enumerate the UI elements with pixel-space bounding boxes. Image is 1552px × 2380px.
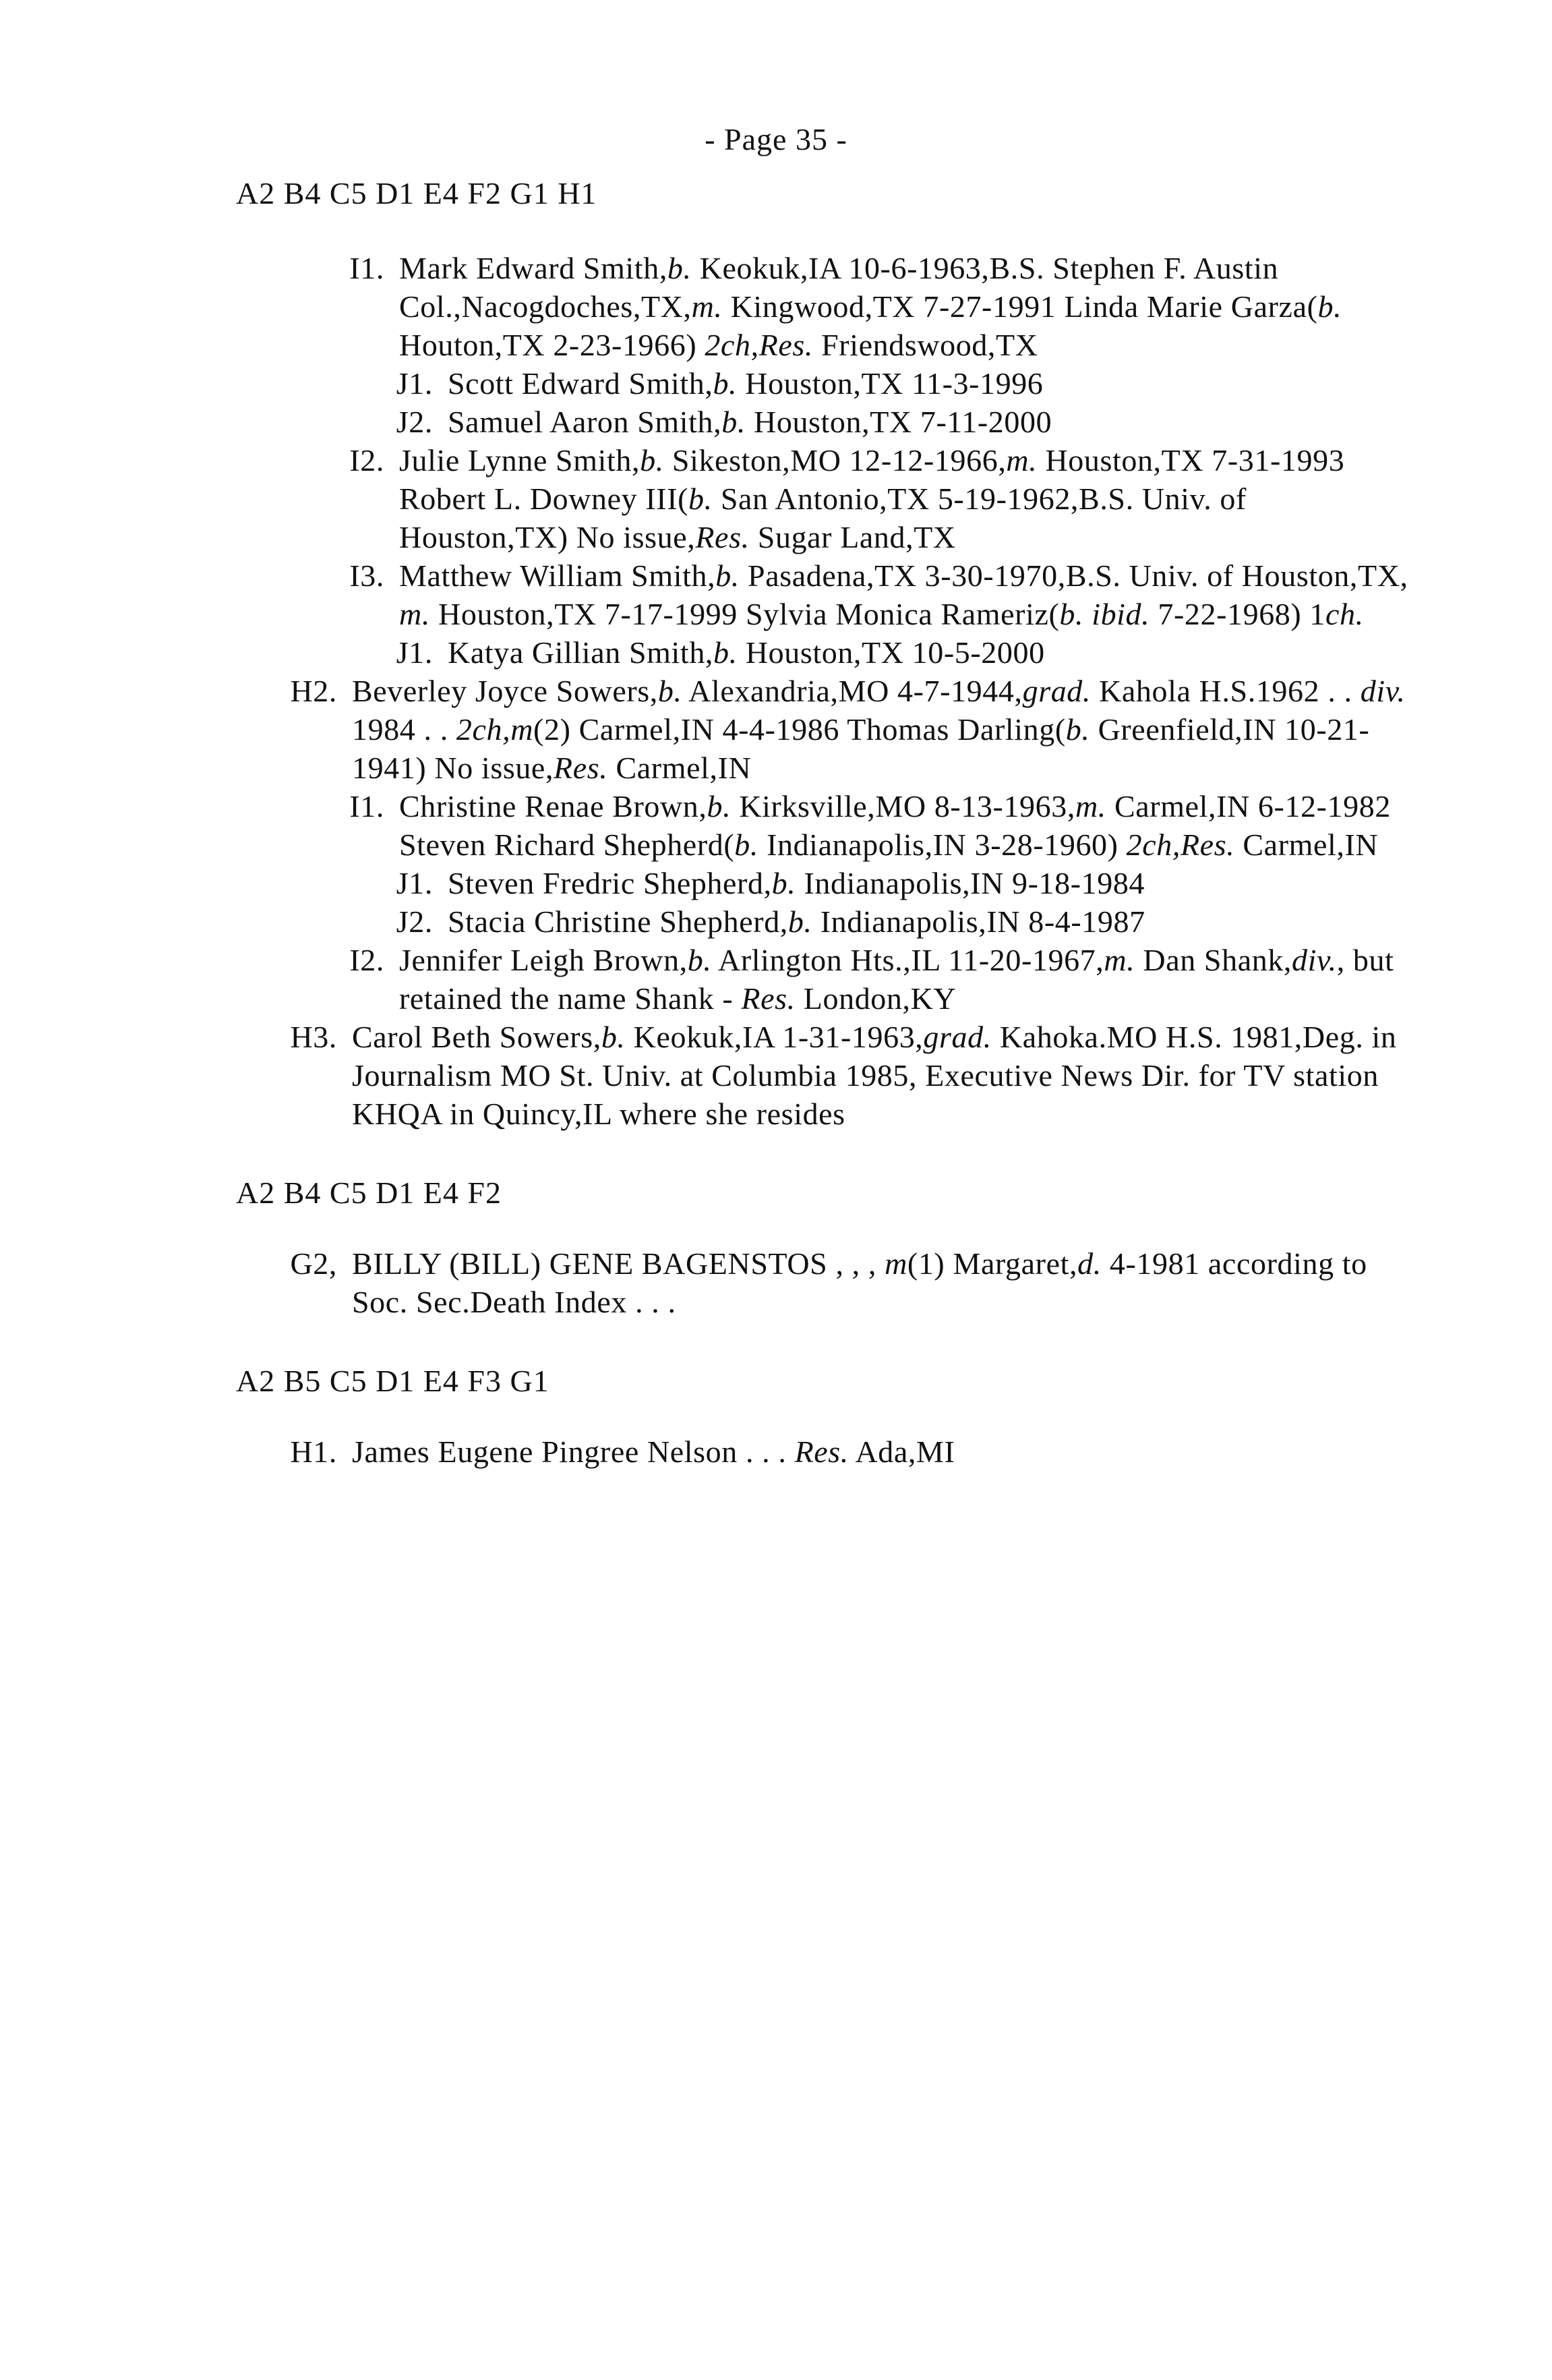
entry-text-segment: Katya Gillian Smith,: [448, 635, 714, 670]
entry-text-segment: Arlington Hts.,IL 11-20-1967,: [711, 943, 1104, 977]
entry-text-segment: Friendswood,TX: [813, 328, 1038, 362]
lineage-heading: A2 B5 C5 D1 E4 F3 G1: [236, 1364, 549, 1398]
italic-abbreviation: b.: [687, 943, 712, 977]
entry-text-segment: Kahoka.MO H.S. 1981,Deg. in Journalism MO St. Univ. at Columbia 1985, Executive News Dir. for TV station KHQA in Quincy,IL where she resides: [352, 1020, 1397, 1131]
italic-abbreviation: grad.: [1022, 674, 1091, 708]
entry-text-segment: Mark Edward Smith,: [399, 251, 667, 285]
entry-text-segment: Houston,TX 7-11-2000: [745, 405, 1052, 439]
italic-abbreviation: Res.: [794, 1434, 849, 1469]
entry-text-segment: Houton,TX 2-23-1966): [399, 328, 705, 362]
italic-abbreviation: m.: [1075, 789, 1106, 823]
page-number: - Page 35 -: [705, 122, 847, 156]
genealogy-entry: [283, 941, 1423, 1018]
italic-abbreviation: m.: [1006, 443, 1038, 477]
italic-abbreviation: Res.: [554, 751, 608, 785]
italic-abbreviation: m: [885, 1246, 907, 1281]
entry-text: [352, 672, 1423, 787]
entry-text-segment: Houston,TX 11-3-1996: [737, 366, 1044, 401]
entry-text: [352, 1432, 1423, 1471]
entry-text-segment: Carmel,IN 6-12-1982 Steven Richard Shepherd(: [399, 789, 1391, 862]
entry-text-segment: Christine Renae Brown,: [399, 789, 707, 823]
genealogy-entry: [283, 441, 1423, 556]
entry-text-segment: Sugar Land,TX: [749, 520, 956, 554]
italic-abbreviation: ch.: [1325, 597, 1364, 631]
italic-abbreviation: b.: [734, 828, 758, 862]
genealogy-entry: [332, 633, 1423, 672]
entry-number: I1.: [349, 789, 384, 823]
entry-number: H3.: [290, 1020, 337, 1054]
entry-text-segment: London,KY: [795, 981, 957, 1016]
entry-text-segment: Scott Edward Smith,: [448, 366, 713, 401]
entry-text-segment: Houston,TX 10-5-2000: [737, 635, 1045, 670]
entry-text-segment: Carmel,IN: [1234, 828, 1379, 862]
entry-text: [448, 403, 1423, 441]
italic-abbreviation: 2ch,m: [456, 712, 534, 747]
lineage-heading: A2 B4 C5 D1 E4 F2: [236, 1176, 502, 1210]
entry-text: [448, 864, 1423, 902]
entry-text-segment: 4-1981 according to Soc. Sec.Death Index . . .: [352, 1246, 1367, 1319]
italic-abbreviation: b.: [601, 1020, 626, 1054]
genealogy-content: [236, 175, 1423, 1471]
italic-abbreviation: b.: [715, 558, 740, 593]
entry-text-segment: Indianapolis,IN 8-4-1987: [812, 904, 1145, 939]
entry-text-segment: Samuel Aaron Smith,: [448, 405, 722, 439]
entry-text-segment: Beverley Joyce Sowers,: [352, 674, 658, 708]
entry-text-segment: Dan Shank,: [1135, 943, 1292, 977]
genealogy-entry: [290, 1018, 1423, 1133]
entry-text-segment: 7-22-1968) 1: [1150, 597, 1326, 631]
genealogy-entry: [332, 864, 1423, 902]
entry-text-segment: , but retained the name Shank -: [399, 943, 1394, 1016]
entry-number: I1.: [349, 251, 384, 285]
entry-number: I3.: [349, 558, 384, 593]
entry-number: J1.: [396, 635, 433, 670]
entry-text: [352, 1244, 1423, 1321]
entry-text-segment: Alexandria,MO 4-7-1944,: [682, 674, 1023, 708]
entry-number: H2.: [290, 674, 337, 708]
italic-abbreviation: b.: [713, 366, 738, 401]
entry-text-segment: Carmel,IN: [607, 751, 752, 785]
genealogy-entry: [283, 556, 1423, 633]
genealogy-entry: [332, 902, 1423, 941]
italic-abbreviation: Res.: [741, 981, 796, 1016]
italic-abbreviation: 2ch,Res.: [705, 328, 814, 362]
genealogy-entry: [290, 1432, 1423, 1471]
lineage-section: [236, 175, 1423, 1133]
genealogy-entry: [283, 787, 1423, 864]
italic-abbreviation: m.: [691, 289, 723, 324]
entry-text-segment: Julie Lynne Smith,: [399, 443, 640, 477]
italic-abbreviation: b.: [713, 635, 738, 670]
entry-text-segment: Matthew William Smith,: [399, 558, 716, 593]
entry-text-segment: 1984 . .: [352, 712, 456, 747]
entry-number: J1.: [396, 866, 433, 900]
italic-abbreviation: b.: [707, 789, 732, 823]
lineage-section: [236, 1175, 1423, 1321]
entry-text: [399, 787, 1423, 864]
entry-text-segment: Greenfield,IN 10-21-1941) No issue,: [352, 712, 1370, 785]
italic-abbreviation: div.: [1292, 943, 1337, 977]
italic-abbreviation: d.: [1077, 1246, 1102, 1281]
entry-text-segment: San Antonio,TX 5-19-1962,B.S. Univ. of Houston,TX) No issue,: [399, 482, 1247, 554]
entry-text-segment: Steven Fredric Shepherd,: [448, 866, 772, 900]
entry-text-segment: Kingwood,TX 7-27-1991 Linda Marie Garza(: [722, 289, 1318, 324]
entry-text: [448, 633, 1423, 672]
italic-abbreviation: b.: [771, 866, 796, 900]
italic-abbreviation: Res.: [695, 520, 750, 554]
entry-text-segment: Indianapolis,IN 9-18-1984: [796, 866, 1145, 900]
entry-text: [448, 364, 1423, 403]
entry-number: H1.: [290, 1434, 337, 1469]
italic-abbreviation: grad.: [923, 1020, 992, 1054]
entry-text-segment: James Eugene Pingree Nelson . . .: [352, 1434, 795, 1469]
genealogy-entry: [332, 364, 1423, 403]
italic-abbreviation: b.: [657, 674, 682, 708]
entry-text-segment: Kirksville,MO 8-13-1963,: [731, 789, 1075, 823]
entry-text-segment: Houston,TX 7-17-1999 Sylvia Monica Rameriz(: [429, 597, 1060, 631]
entry-number: I2.: [349, 943, 384, 977]
entry-text-segment: Ada,MI: [848, 1434, 955, 1469]
entry-text-segment: Kahola H.S.1962 . .: [1091, 674, 1361, 708]
entry-text-segment: Keokuk,IA 1-31-1963,: [625, 1020, 924, 1054]
italic-abbreviation: b.: [1065, 712, 1090, 747]
entry-text-segment: Keokuk,IA 10-6-1963,B.S. Stephen F. Austin Col.,Nacogdoches,TX,: [399, 251, 1279, 324]
genealogy-entry: [283, 249, 1423, 364]
entry-text: [352, 1018, 1423, 1133]
entry-text-segment: Sikeston,MO 12-12-1966,: [663, 443, 1007, 477]
italic-abbreviation: b.: [787, 904, 812, 939]
entry-text: [399, 556, 1423, 633]
entry-text-segment: (2) Carmel,IN 4-4-1986 Thomas Darling(: [533, 712, 1066, 747]
italic-abbreviation: b.: [640, 443, 664, 477]
entry-text-segment: Carol Beth Sowers,: [352, 1020, 601, 1054]
entry-number: J2.: [396, 904, 433, 939]
entry-text: [399, 941, 1423, 1018]
italic-abbreviation: 2ch,Res.: [1126, 828, 1235, 862]
entry-text-segment: Stacia Christine Shepherd,: [448, 904, 788, 939]
entry-text-segment: (1) Margaret,: [907, 1246, 1078, 1281]
entry-number: J1.: [396, 366, 433, 401]
entry-text-segment: Indianapolis,IN 3-28-1960): [758, 828, 1127, 862]
italic-abbreviation: div.: [1360, 674, 1406, 708]
italic-abbreviation: b.: [667, 251, 692, 285]
italic-abbreviation: b.: [721, 405, 746, 439]
italic-abbreviation: b.: [1317, 289, 1342, 324]
genealogy-entry: [290, 672, 1423, 787]
genealogy-entry: [290, 1244, 1423, 1321]
entry-text-segment: Houston,TX 7-31-1993 Robert L. Downey III(: [399, 443, 1345, 516]
entry-number: J2.: [396, 405, 433, 439]
entry-text-segment: BILLY (BILL) GENE BAGENSTOS , , ,: [352, 1246, 885, 1281]
italic-abbreviation: b. ibid.: [1059, 597, 1150, 631]
lineage-heading: A2 B4 C5 D1 E4 F2 G1 H1: [236, 176, 597, 210]
entry-text: [399, 441, 1423, 556]
entry-text-segment: Jennifer Leigh Brown,: [399, 943, 688, 977]
entry-number: I2.: [349, 443, 384, 477]
entry-text-segment: Pasadena,TX 3-30-1970,B.S. Univ. of Houston,TX,: [739, 558, 1408, 593]
genealogy-entry: [332, 403, 1423, 441]
italic-abbreviation: b.: [688, 482, 713, 516]
entry-text: [448, 902, 1423, 941]
entry-text: [399, 249, 1423, 364]
italic-abbreviation: m.: [1104, 943, 1135, 977]
lineage-section: [236, 1363, 1423, 1471]
italic-abbreviation: m.: [399, 597, 430, 631]
entry-number: G2,: [290, 1246, 337, 1281]
